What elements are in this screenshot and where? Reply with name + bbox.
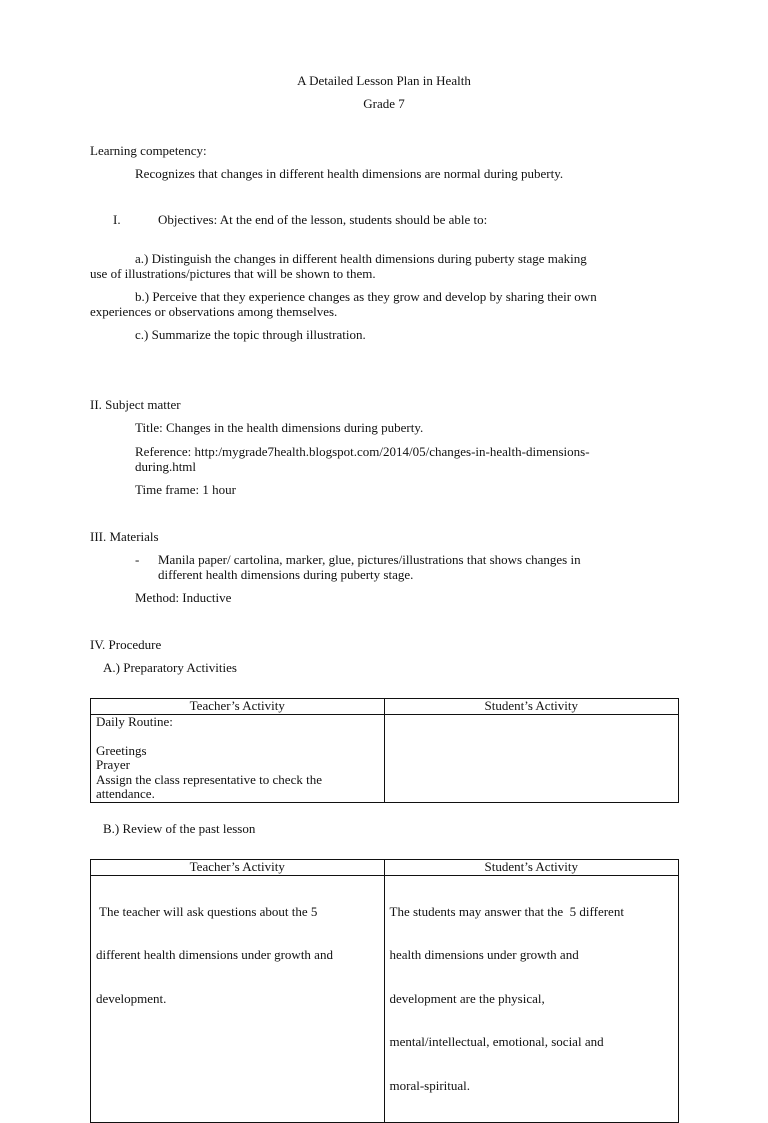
preparatory-heading: A.) Preparatory Activities bbox=[103, 660, 237, 675]
table-row bbox=[91, 875, 679, 1123]
objective-a-line2: use of illustrations/pictures that will be shown to them. bbox=[90, 266, 376, 281]
grade-label: Grade 7 bbox=[363, 96, 405, 111]
objective-b-line1: b.) Perceive that they experience changes as they grow and develop by sharing their own bbox=[135, 289, 597, 304]
materials-heading: III. Materials bbox=[90, 529, 159, 544]
objectives-heading: Objectives: At the end of the lesson, students should be able to: bbox=[158, 212, 488, 227]
cell-line: The students may answer that the 5 different bbox=[389, 903, 624, 919]
cell-line: Greetings bbox=[96, 742, 147, 758]
table-row bbox=[91, 714, 679, 802]
competency-label: Learning competency: bbox=[90, 143, 207, 158]
subject-matter-heading: II. Subject matter bbox=[90, 397, 181, 412]
objective-b-line2: experiences or observations among themselves. bbox=[90, 304, 338, 319]
cell-line: different health dimensions under growth and bbox=[96, 947, 333, 962]
student-activity-cell bbox=[384, 875, 678, 1123]
document-title: A Detailed Lesson Plan in Health bbox=[297, 73, 471, 88]
competency-text: Recognizes that changes in different health dimensions are normal during puberty. bbox=[135, 166, 564, 181]
student-activity-header: Student’s Activity bbox=[384, 699, 678, 715]
cell-line: mental/intellectual, emotional, social and bbox=[389, 1034, 604, 1049]
cell-line: development are the physical, bbox=[389, 990, 545, 1006]
cell-blank-line bbox=[96, 729, 379, 744]
subject-title: Title: Changes in the health dimensions during puberty. bbox=[135, 420, 424, 435]
cell-line: moral-spiritual. bbox=[389, 1077, 471, 1093]
review-heading: B.) Review of the past lesson bbox=[103, 821, 256, 836]
materials-method: Method: Inductive bbox=[135, 590, 232, 605]
cell-line: The teacher will ask questions about the 5 bbox=[96, 903, 318, 919]
teacher-activity-cell bbox=[91, 714, 385, 802]
materials-item-line1: Manila paper/ cartolina, marker, glue, pictures/illustrations that shows changes in bbox=[158, 552, 581, 567]
materials-dash: - bbox=[135, 552, 140, 567]
teacher-activity-cell bbox=[91, 875, 385, 1123]
preparatory-activities-table bbox=[90, 698, 679, 803]
subject-reference-line2: during.html bbox=[135, 459, 197, 474]
review-activities-table bbox=[90, 859, 679, 1123]
cell-line: Assign the class representative to check the bbox=[96, 771, 322, 787]
objectives-numeral: I. bbox=[113, 212, 121, 227]
subject-reference-line1: Reference: http:/mygrade7health.blogspot.com/2014/05/changes-in-health-dimensions- bbox=[135, 444, 590, 459]
teacher-activity-header: Teacher’s Activity bbox=[91, 699, 385, 715]
table-header-row bbox=[91, 699, 679, 715]
cell-line: health dimensions under growth and bbox=[389, 947, 579, 962]
procedure-heading: IV. Procedure bbox=[90, 637, 162, 652]
cell-line: development. bbox=[96, 990, 167, 1006]
objective-a-line1: a.) Distinguish the changes in different health dimensions during puberty stage making bbox=[135, 251, 587, 266]
materials-item-line2: different health dimensions during puberty stage. bbox=[158, 567, 414, 582]
objective-c: c.) Summarize the topic through illustration. bbox=[135, 327, 366, 342]
subject-time-frame: Time frame: 1 hour bbox=[135, 482, 236, 497]
cell-line: Prayer bbox=[96, 757, 130, 772]
cell-line: Daily Routine: bbox=[96, 713, 173, 729]
student-activity-header: Student’s Activity bbox=[384, 860, 678, 876]
cell-line: attendance. bbox=[96, 786, 155, 801]
student-activity-cell bbox=[384, 714, 678, 802]
teacher-activity-header: Teacher’s Activity bbox=[91, 860, 385, 876]
table-header-row bbox=[91, 860, 679, 876]
